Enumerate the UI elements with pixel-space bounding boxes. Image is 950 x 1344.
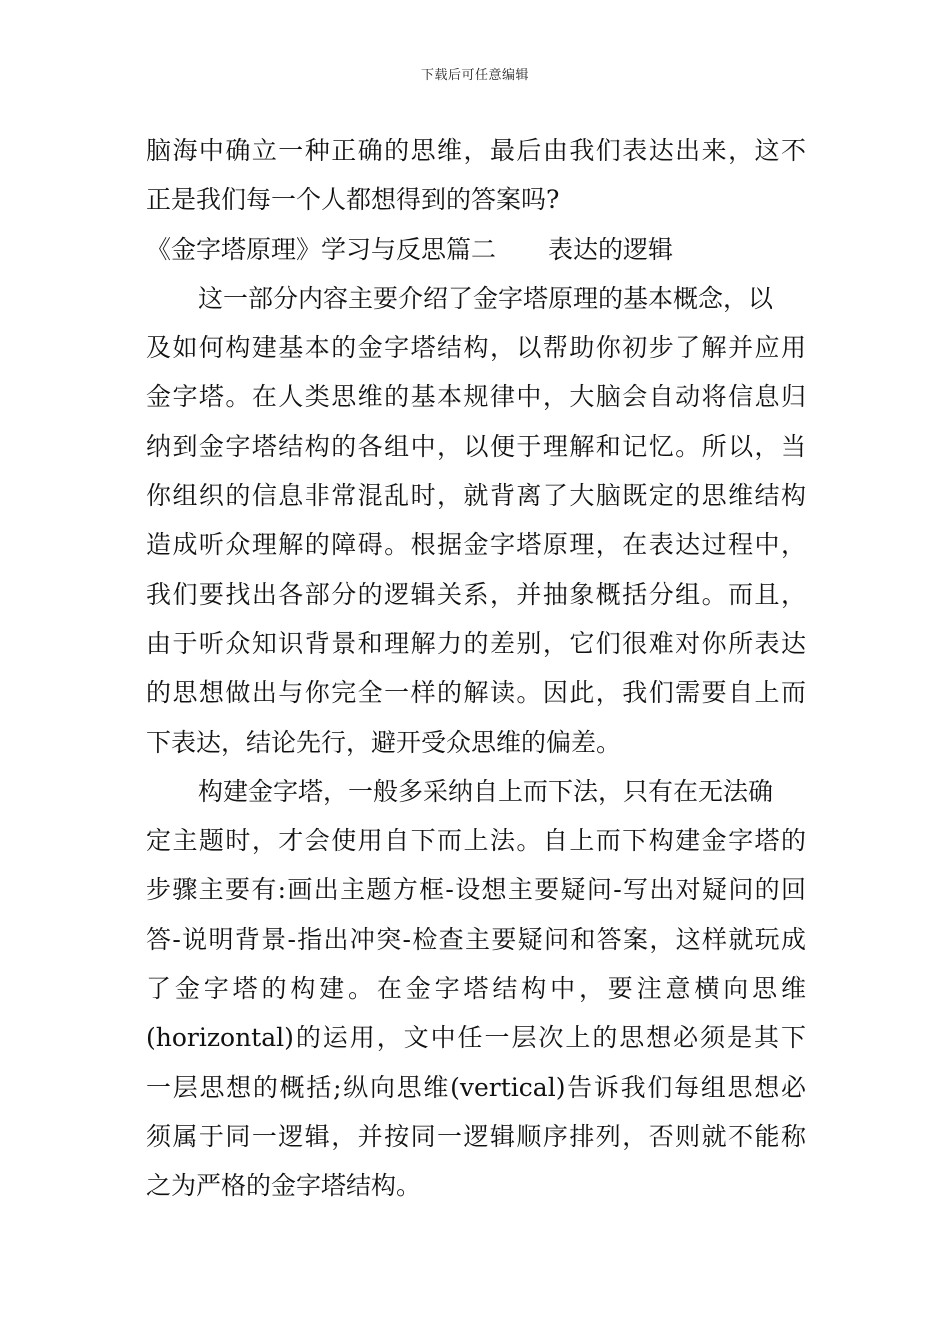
paragraph-2-line: 一层思想的概括;纵向思维(vertical)告诉我们每组思想必	[146, 1072, 806, 1102]
paragraph-2-line: 步骤主要有:画出主题方框-设想主要疑问-写出对疑问的回	[146, 875, 806, 905]
paragraph-1-line: 下表达，结论先行，避开受众思维的偏差。	[146, 727, 622, 757]
section-heading-subtitle: 表达的逻辑	[548, 234, 674, 264]
paragraph-1-line: 造成听众理解的障碍。根据金字塔原理，在表达过程中，	[146, 530, 806, 560]
paragraph-2-line: 答-说明背景-指出冲突-检查主要疑问和答案，这样就玩成	[146, 924, 806, 954]
paragraph-1-line: 纳到金字塔结构的各组中，以便于理解和记忆。所以，当	[146, 431, 806, 461]
paragraph-2-line: 了金字塔的构建。在金字塔结构中，要注意横向思维	[146, 974, 806, 1004]
paragraph-2-line: 构建金字塔，一般多采纳自上而下法，只有在无法确	[198, 776, 774, 806]
paragraph-1-line: 你组织的信息非常混乱时，就背离了大脑既定的思维结构	[146, 481, 806, 511]
intro-line: 脑海中确立一种正确的思维，最后由我们表达出来，这不	[146, 136, 806, 165]
paragraph-1-line: 这一部分内容主要介绍了金字塔原理的基本概念，以	[198, 283, 774, 313]
document-body	[146, 126, 806, 1211]
paragraph-1-line: 我们要找出各部分的逻辑关系，并抽象概括分组。而且，	[146, 579, 806, 609]
paragraph-1-line: 金字塔。在人类思维的基本规律中，大脑会自动将信息归	[146, 382, 806, 412]
paragraph-2-line: 定主题时，才会使用自下而上法。自上而下构建金字塔的	[146, 826, 806, 856]
section-heading	[146, 225, 806, 274]
paragraph-1-line: 及如何构建基本的金字塔结构，以帮助你初步了解并应用	[146, 333, 806, 363]
paragraph-2-line: 须属于同一逻辑，并按同一逻辑顺序排列，否则就不能称	[146, 1121, 806, 1151]
intro-line: 正是我们每一个人都想得到的答案吗?	[146, 185, 560, 215]
page-header: 下载后可任意编辑	[420, 68, 529, 83]
section-heading-title: 《金字塔原理》学习与反思篇二	[146, 234, 497, 264]
paragraph-1-line: 由于听众知识背景和理解力的差别，它们很难对你所表达	[146, 628, 806, 658]
paragraph-2-line: (horizontal)的运用，文中任一层次上的思想必须是其下	[146, 1023, 806, 1053]
paragraph-1-line: 的思想做出与你完全一样的解读。因此，我们需要自上而	[146, 678, 806, 708]
paragraph-2-line: 之为严格的金字塔结构。	[146, 1171, 422, 1201]
